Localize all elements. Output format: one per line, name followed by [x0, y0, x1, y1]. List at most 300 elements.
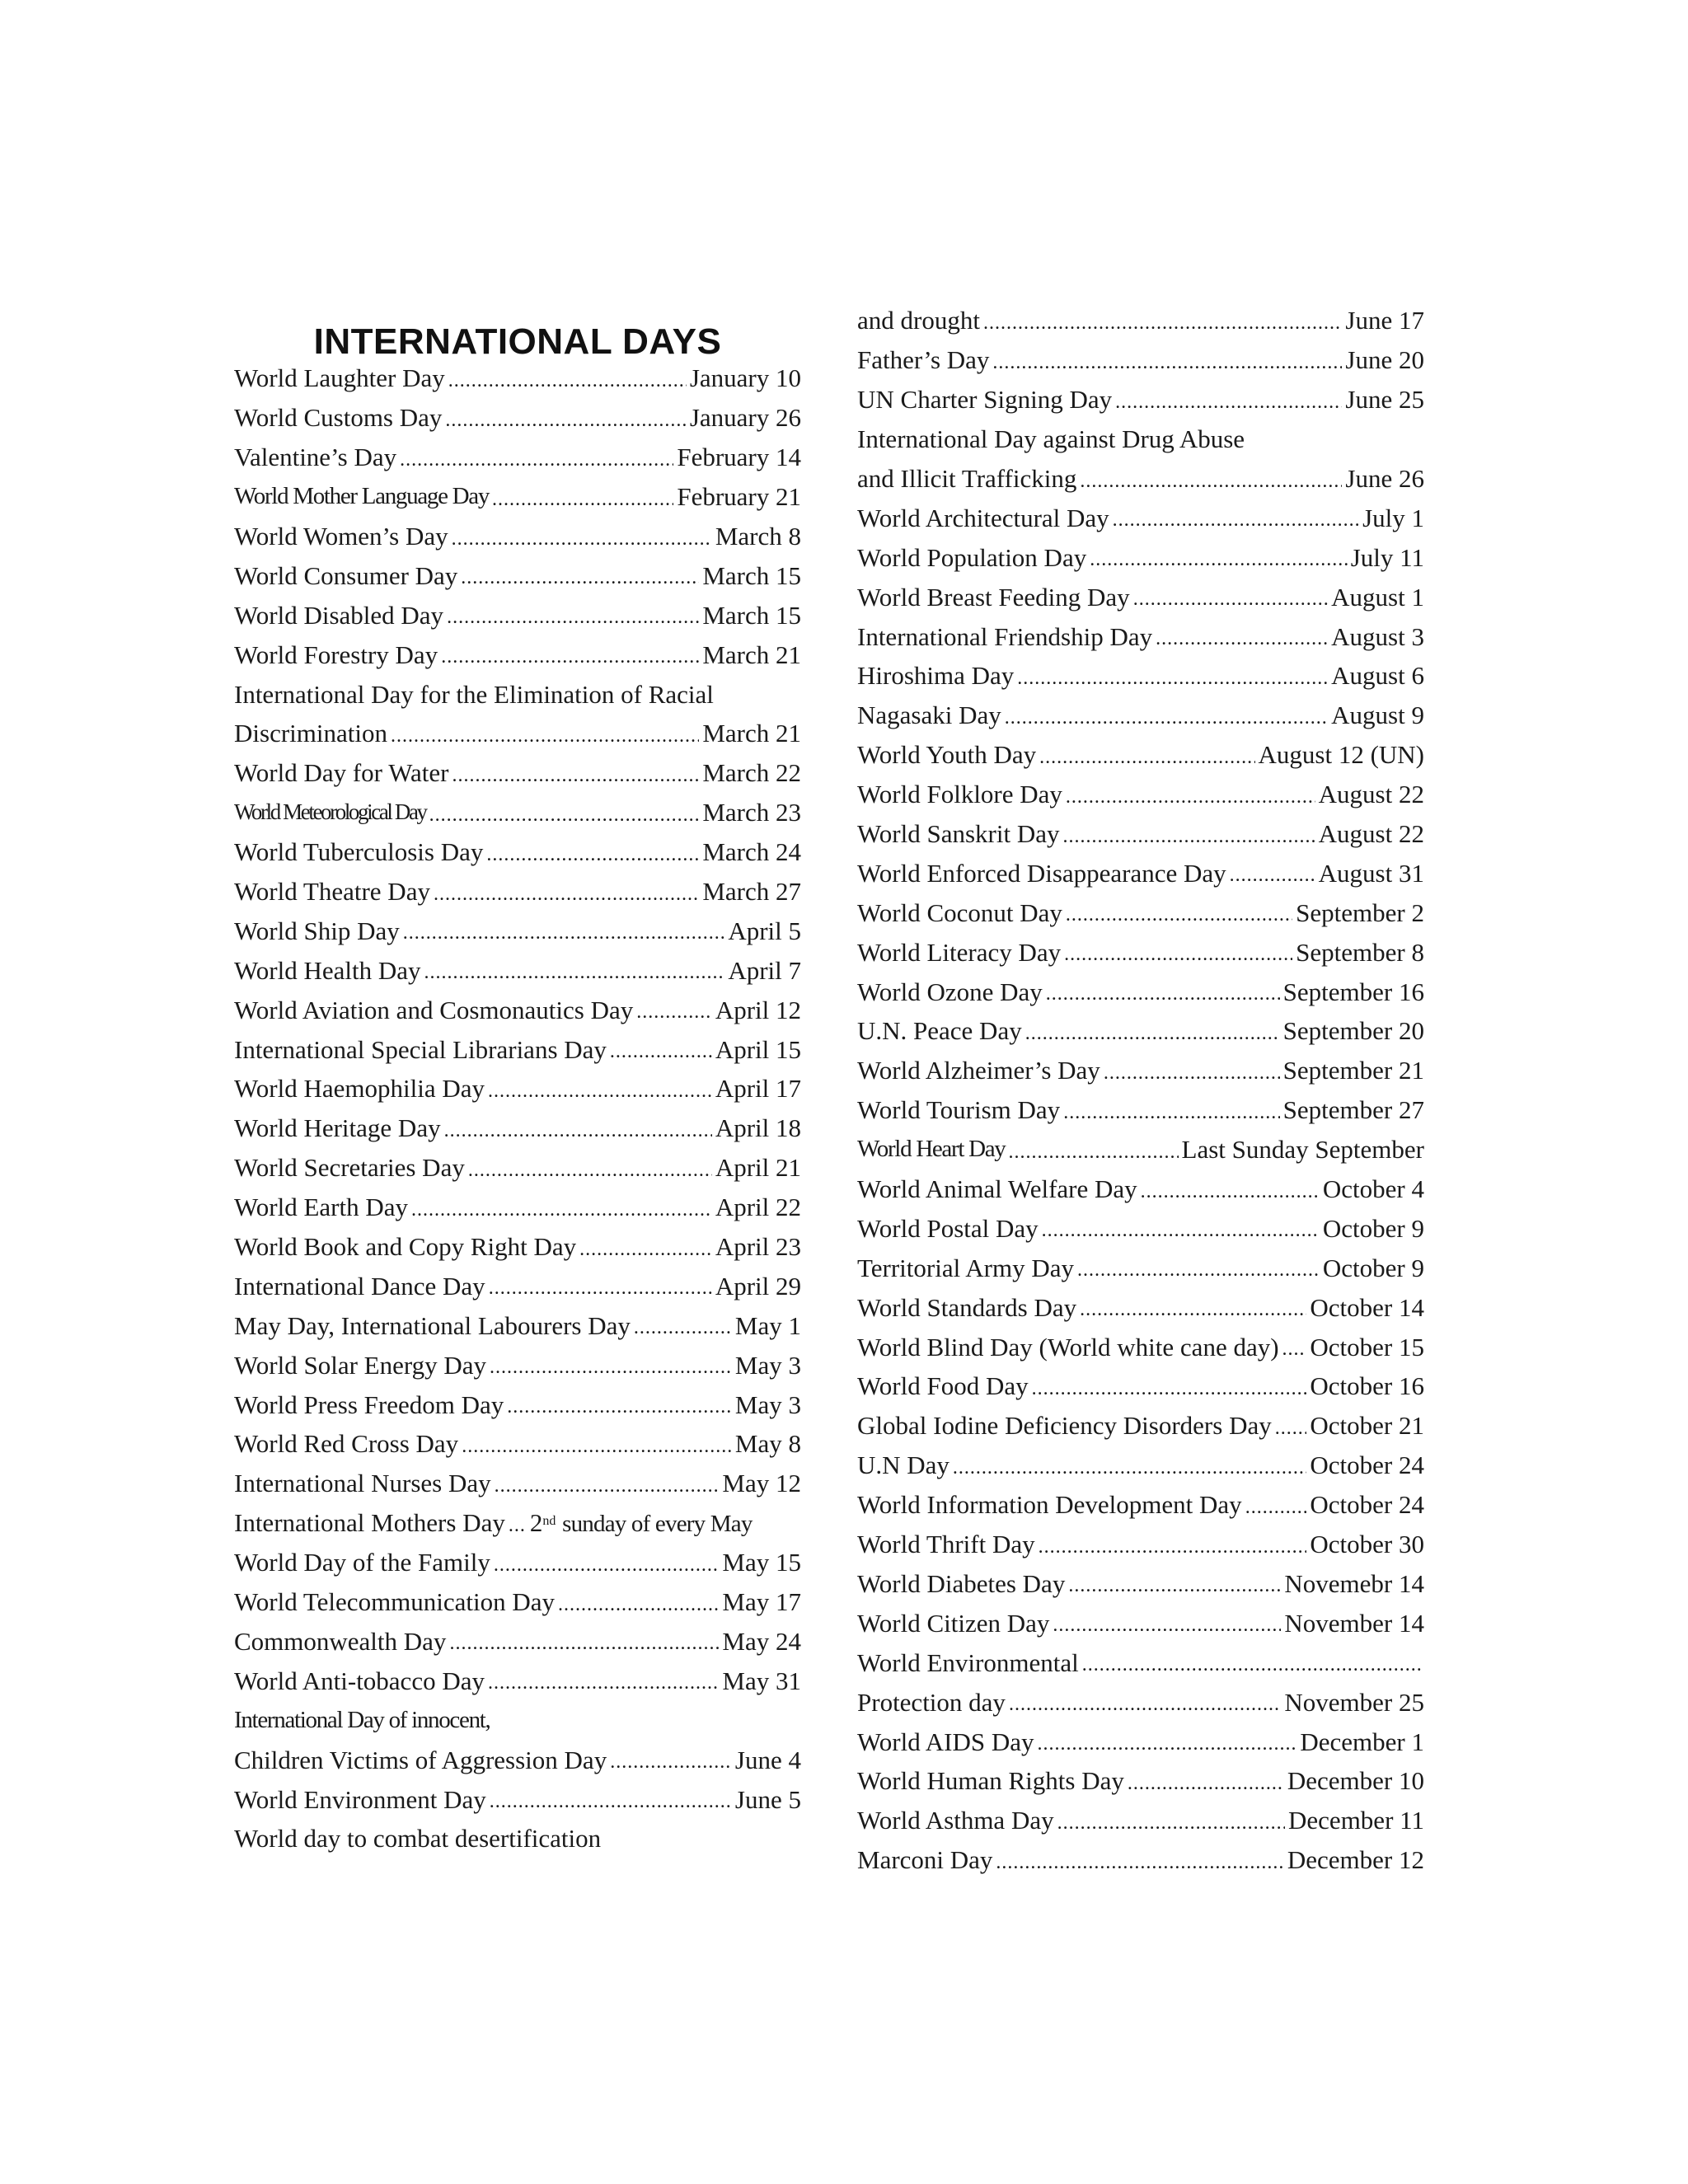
list-item	[857, 380, 1424, 419]
dot-leader	[1057, 1813, 1285, 1833]
list-item	[234, 1661, 801, 1700]
day-name: International Day for the Elimination of Racial	[234, 679, 714, 709]
day-name: World Press Freedom Day	[234, 1390, 504, 1419]
dot-leader	[1017, 668, 1328, 688]
list-item	[857, 1485, 1424, 1525]
list-item	[234, 1266, 801, 1305]
dot-leader	[1009, 1694, 1281, 1714]
dot-leader	[468, 1160, 712, 1180]
day-date: December 10	[1287, 1766, 1424, 1796]
dot-leader	[434, 884, 699, 904]
day-name: World Environmental	[857, 1647, 1079, 1677]
dot-leader	[424, 963, 725, 982]
dot-leader	[490, 1357, 732, 1377]
day-name: World Red Cross Day	[234, 1429, 459, 1459]
day-name: World Blind Day (World white cane day)	[857, 1332, 1279, 1361]
day-name: U.N Day	[857, 1451, 950, 1480]
dot-leader	[1282, 1339, 1307, 1359]
day-name: International Day against Drug Abuse	[857, 424, 1245, 454]
dot-leader	[1064, 944, 1292, 964]
list-item	[857, 735, 1424, 775]
list-item	[234, 753, 801, 793]
list-item	[234, 990, 801, 1029]
day-name: Nagasaki Day	[857, 701, 1001, 730]
list-item	[234, 1424, 801, 1464]
day-name: Marconi Day	[857, 1845, 993, 1875]
day-date: April 15	[715, 1034, 801, 1064]
day-date: September 20	[1282, 1016, 1424, 1046]
day-name: World Anti-tobacco Day	[234, 1666, 485, 1695]
day-date: 2nd sunday of every May	[529, 1507, 753, 1537]
day-name: World Haemophilia Day	[234, 1074, 485, 1104]
left-column	[234, 359, 801, 1858]
day-date: December 12	[1287, 1845, 1424, 1875]
list-item	[857, 1327, 1424, 1366]
list-item	[234, 832, 801, 872]
list-item	[234, 950, 801, 990]
day-date: April 7	[728, 955, 801, 985]
day-name: World Standards Day	[857, 1292, 1077, 1322]
dot-leader	[403, 923, 725, 943]
list-item	[234, 1385, 801, 1424]
list-item	[234, 477, 801, 517]
day-date: May 12	[722, 1469, 801, 1498]
list-item	[857, 419, 1424, 459]
list-item	[857, 301, 1424, 340]
day-date: November 14	[1284, 1608, 1424, 1638]
list-item	[234, 1582, 801, 1622]
dot-leader	[490, 1792, 732, 1811]
list-item	[857, 696, 1424, 735]
list-item	[857, 1564, 1424, 1604]
day-date: October 9	[1322, 1253, 1424, 1282]
dot-leader	[992, 353, 1342, 373]
day-date: September 27	[1282, 1095, 1424, 1125]
day-name: World Architectural Day	[857, 503, 1109, 532]
day-name: World day to combat desertification	[234, 1824, 602, 1854]
dot-leader	[1005, 708, 1328, 728]
list-item	[857, 1761, 1424, 1801]
day-name: Children Victims of Aggression Day	[234, 1745, 607, 1774]
day-date: October 4	[1322, 1174, 1424, 1204]
list-item	[234, 1700, 801, 1740]
dot-leader	[634, 1318, 732, 1338]
dot-leader	[441, 647, 699, 667]
day-date: February 21	[677, 482, 801, 512]
dot-leader	[1039, 1537, 1307, 1557]
list-item	[857, 972, 1424, 1011]
day-name: and Illicit Trafficking	[857, 464, 1077, 493]
day-name: World Food Day	[857, 1371, 1029, 1401]
list-item	[857, 1643, 1424, 1682]
list-item	[234, 1227, 801, 1267]
list-item	[857, 498, 1424, 537]
dot-leader	[1053, 1615, 1281, 1635]
day-name: May Day, International Labourers Day	[234, 1310, 631, 1340]
day-name: World Citizen Day	[857, 1608, 1050, 1638]
dot-leader	[495, 1476, 720, 1496]
dot-leader	[488, 1081, 712, 1101]
day-name: World Laughter Day	[234, 363, 445, 393]
list-item	[857, 1169, 1424, 1209]
list-item	[234, 1503, 801, 1543]
list-item	[857, 814, 1424, 854]
day-date: May 1	[734, 1310, 801, 1340]
dot-leader	[509, 1516, 527, 1535]
list-item	[857, 1090, 1424, 1130]
dot-leader	[429, 805, 700, 825]
list-item	[234, 1029, 801, 1069]
day-date: August 22	[1318, 780, 1424, 809]
list-item	[234, 714, 801, 753]
page-title: INTERNATIONAL DAYS	[313, 321, 722, 362]
day-date: May 8	[734, 1429, 801, 1459]
day-name: World Ship Day	[234, 916, 400, 945]
list-item	[857, 577, 1424, 616]
day-name: World Secretaries Day	[234, 1153, 465, 1183]
day-date: March 15	[702, 600, 801, 630]
day-name: World Human Rights Day	[857, 1766, 1124, 1796]
day-name: U.N. Peace Day	[857, 1016, 1022, 1046]
day-date: June 26	[1345, 464, 1424, 493]
day-date: March 15	[702, 560, 801, 590]
day-name: World Alzheimer’s Day	[857, 1056, 1100, 1085]
dot-leader	[1080, 471, 1342, 491]
day-date: March 21	[702, 719, 801, 748]
list-item	[857, 775, 1424, 814]
dot-leader	[486, 845, 699, 865]
list-item	[857, 1287, 1424, 1327]
list-item	[857, 459, 1424, 499]
dot-leader	[610, 1752, 732, 1772]
list-item	[857, 1248, 1424, 1287]
list-item	[857, 853, 1424, 893]
day-date: June 17	[1345, 306, 1424, 335]
day-name: World Enforced Disappearance Day	[857, 858, 1226, 888]
day-date: January 26	[689, 403, 801, 433]
day-date: October 24	[1310, 1490, 1424, 1520]
list-item	[234, 438, 801, 477]
day-name: World Heritage Day	[234, 1113, 441, 1143]
day-name: UN Charter Signing Day	[857, 385, 1113, 415]
dot-leader	[452, 529, 712, 549]
day-date: October 16	[1310, 1371, 1424, 1401]
day-date: September 8	[1296, 937, 1424, 967]
list-item	[857, 1208, 1424, 1248]
day-date: July 1	[1362, 503, 1424, 532]
day-name: International Dance Day	[234, 1271, 485, 1301]
day-date: April 29	[715, 1271, 801, 1301]
dot-leader	[1115, 392, 1342, 412]
list-item	[857, 1603, 1424, 1643]
dot-leader	[1066, 905, 1292, 925]
dot-leader	[1063, 1103, 1279, 1122]
list-item	[857, 1525, 1424, 1564]
day-date: May 3	[734, 1350, 801, 1380]
day-date: July 11	[1350, 542, 1424, 572]
day-name: World Disabled Day	[234, 600, 444, 630]
list-item	[857, 537, 1424, 577]
dot-leader	[1077, 1260, 1320, 1280]
dot-leader	[1062, 827, 1315, 846]
day-date: April 12	[715, 995, 801, 1024]
day-date: December 1	[1300, 1727, 1424, 1756]
day-name: International Mothers Day	[234, 1508, 505, 1538]
day-name: International Day of innocent,	[234, 1706, 490, 1733]
day-name: World Meteorological Day	[234, 799, 426, 825]
dot-leader	[400, 450, 673, 470]
dot-leader	[610, 1042, 712, 1062]
list-item	[857, 932, 1424, 972]
day-name: World Consumer Day	[234, 560, 458, 590]
dot-leader	[449, 1633, 719, 1653]
day-date: October 24	[1310, 1451, 1424, 1480]
list-item	[234, 1305, 801, 1345]
list-item	[234, 555, 801, 595]
day-name: World Earth Day	[234, 1193, 408, 1222]
list-item	[234, 911, 801, 950]
list-item	[234, 1819, 801, 1858]
list-item	[234, 398, 801, 438]
dot-leader	[1090, 550, 1348, 569]
dot-leader	[445, 410, 686, 430]
day-name: Discrimination	[234, 719, 387, 748]
day-name: International Special Librarians Day	[234, 1034, 607, 1064]
day-date: June 4	[734, 1745, 801, 1774]
day-name: World Coconut Day	[857, 898, 1062, 927]
day-name: World Information Development Day	[857, 1490, 1242, 1520]
day-date: May 31	[722, 1666, 801, 1695]
day-name: World Day for Water	[234, 758, 449, 788]
dot-leader	[452, 766, 699, 785]
day-name: World Animal Welfare Day	[857, 1174, 1137, 1204]
list-item	[857, 340, 1424, 380]
day-date: June 20	[1345, 345, 1424, 375]
list-item	[234, 872, 801, 912]
day-name: World Tuberculosis Day	[234, 837, 484, 867]
list-item	[234, 1740, 801, 1779]
day-date: Last Sunday September	[1181, 1135, 1424, 1165]
day-name: World Heart Day	[857, 1136, 1006, 1163]
dot-leader	[1113, 510, 1359, 530]
dot-leader	[1025, 1024, 1280, 1043]
list-item	[234, 1069, 801, 1108]
day-date: August 12 (UN)	[1258, 740, 1424, 770]
day-name: World Environment Day	[234, 1784, 486, 1814]
day-name: and drought	[857, 306, 980, 335]
day-date: April 17	[715, 1074, 801, 1104]
day-name: Territorial Army Day	[857, 1253, 1074, 1282]
dot-leader	[1068, 1576, 1281, 1596]
dot-leader	[1104, 1063, 1280, 1083]
day-name: International Friendship Day	[857, 621, 1153, 651]
dot-leader	[448, 371, 687, 391]
dot-leader	[461, 568, 699, 588]
list-item	[857, 1406, 1424, 1446]
day-date: March 23	[702, 798, 801, 827]
day-date: April 22	[715, 1193, 801, 1222]
day-name: World Asthma Day	[857, 1806, 1054, 1835]
dot-leader	[1230, 865, 1315, 885]
list-item	[857, 1840, 1424, 1880]
day-name: World Postal Day	[857, 1213, 1039, 1243]
list-item	[234, 635, 801, 674]
day-date: March 22	[702, 758, 801, 788]
day-name: World Aviation and Cosmonautics Day	[234, 995, 634, 1024]
day-date: October 14	[1310, 1292, 1424, 1322]
day-date: August 31	[1318, 858, 1424, 888]
day-date: August 9	[1331, 701, 1424, 730]
dot-leader	[391, 726, 699, 746]
dot-leader	[1042, 1221, 1320, 1240]
day-date: November 25	[1284, 1687, 1424, 1717]
dot-leader	[1128, 1774, 1284, 1793]
day-date: October 9	[1322, 1213, 1424, 1243]
day-name: World Youth Day	[857, 740, 1037, 770]
dot-leader	[996, 1853, 1283, 1872]
day-name: World Tourism Day	[857, 1095, 1061, 1125]
day-date: October 15	[1310, 1332, 1424, 1361]
day-date: March 27	[702, 877, 801, 907]
day-date: January 10	[689, 363, 801, 393]
list-item	[234, 1345, 801, 1385]
day-date: May 24	[722, 1626, 801, 1656]
list-item	[234, 1148, 801, 1188]
list-item	[234, 1464, 801, 1503]
list-item	[234, 1622, 801, 1661]
day-date: September 16	[1282, 977, 1424, 1006]
dot-leader	[1156, 629, 1328, 649]
day-date: August 3	[1331, 621, 1424, 651]
dot-leader	[1245, 1497, 1307, 1517]
day-name: World Folklore Day	[857, 780, 1062, 809]
dot-leader	[983, 313, 1342, 333]
day-name: Protection day	[857, 1687, 1006, 1717]
day-date: March 8	[715, 522, 801, 551]
list-item	[857, 1801, 1424, 1840]
day-name: World Ozone Day	[857, 977, 1043, 1006]
list-item	[234, 1543, 801, 1582]
dot-leader	[447, 607, 699, 627]
dot-leader	[492, 490, 673, 509]
dot-leader	[1066, 787, 1315, 807]
list-item	[857, 1011, 1424, 1051]
dot-leader	[1275, 1418, 1307, 1438]
dot-leader	[411, 1200, 712, 1220]
dot-leader	[444, 1121, 712, 1141]
day-name: Father’s Day	[857, 345, 990, 375]
day-name: World Telecommunication Day	[234, 1587, 556, 1617]
right-column	[857, 301, 1424, 1880]
day-date: March 21	[702, 640, 801, 669]
list-item	[857, 1051, 1424, 1090]
day-date: May 17	[722, 1587, 801, 1617]
day-date: Novemebr 14	[1284, 1568, 1424, 1598]
day-name: World Day of the Family	[234, 1548, 490, 1577]
day-name: World Solar Energy Day	[234, 1350, 487, 1380]
day-name: World Book and Copy Right Day	[234, 1232, 577, 1262]
day-name: International Nurses Day	[234, 1469, 491, 1498]
dot-leader	[507, 1397, 732, 1417]
day-date: May 15	[722, 1548, 801, 1577]
day-date: April 21	[715, 1153, 801, 1183]
list-item	[857, 616, 1424, 656]
day-date: August 6	[1331, 661, 1424, 691]
day-name: Commonwealth Day	[234, 1626, 447, 1656]
list-item	[857, 1682, 1424, 1722]
dot-leader	[1133, 589, 1328, 609]
dot-leader	[489, 1278, 712, 1298]
day-name: World Women’s Day	[234, 522, 448, 551]
day-date: March 24	[702, 837, 801, 867]
list-item	[857, 1446, 1424, 1485]
day-name: World Sanskrit Day	[857, 819, 1060, 849]
list-item	[234, 793, 801, 832]
list-item	[857, 1130, 1424, 1169]
day-date: September 21	[1282, 1056, 1424, 1085]
dot-leader	[462, 1436, 732, 1456]
list-item	[234, 1108, 801, 1148]
day-date: October 30	[1310, 1530, 1424, 1559]
day-name: World AIDS Day	[857, 1727, 1034, 1756]
day-date: December 11	[1288, 1806, 1424, 1835]
day-name: World Literacy Day	[857, 937, 1062, 967]
dot-leader	[1032, 1379, 1307, 1399]
dot-leader	[1039, 748, 1254, 767]
list-item	[857, 893, 1424, 932]
dot-leader	[579, 1240, 712, 1259]
day-name: Hiroshima Day	[857, 661, 1015, 691]
day-name: World Forestry Day	[234, 640, 438, 669]
list-item	[234, 359, 801, 398]
day-date: August 1	[1331, 582, 1424, 612]
day-date: September 2	[1296, 898, 1424, 927]
list-item	[857, 1722, 1424, 1761]
list-item	[857, 1366, 1424, 1406]
day-name: World Customs Day	[234, 403, 443, 433]
day-date: June 25	[1345, 385, 1424, 415]
day-name: World Breast Feeding Day	[857, 582, 1130, 612]
dot-leader	[558, 1595, 719, 1615]
dot-leader	[1082, 1655, 1421, 1675]
list-item	[857, 656, 1424, 696]
day-date: May 3	[734, 1390, 801, 1419]
day-date: October 21	[1310, 1411, 1424, 1441]
day-name: Global Iodine Deficiency Disorders Day	[857, 1411, 1272, 1441]
dot-leader	[1038, 1734, 1297, 1754]
dot-leader	[953, 1458, 1306, 1478]
list-item	[234, 595, 801, 635]
dot-leader	[1080, 1300, 1306, 1319]
day-name: World Health Day	[234, 955, 421, 985]
day-name: World Mother Language Day	[234, 483, 490, 510]
dot-leader	[636, 1002, 712, 1022]
day-date: April 23	[715, 1232, 801, 1262]
day-name: World Thrift Day	[857, 1530, 1035, 1559]
day-name: World Theatre Day	[234, 877, 430, 907]
list-item	[234, 1779, 801, 1819]
dot-leader	[1046, 984, 1280, 1004]
dot-leader	[488, 1673, 719, 1693]
day-date: June 5	[734, 1784, 801, 1814]
dot-leader	[494, 1555, 720, 1575]
list-item	[234, 674, 801, 714]
day-name: World Diabetes Day	[857, 1568, 1066, 1598]
list-item	[234, 1188, 801, 1227]
day-date: April 18	[715, 1113, 801, 1143]
day-date: February 14	[677, 443, 801, 472]
day-name: World Population Day	[857, 542, 1087, 572]
